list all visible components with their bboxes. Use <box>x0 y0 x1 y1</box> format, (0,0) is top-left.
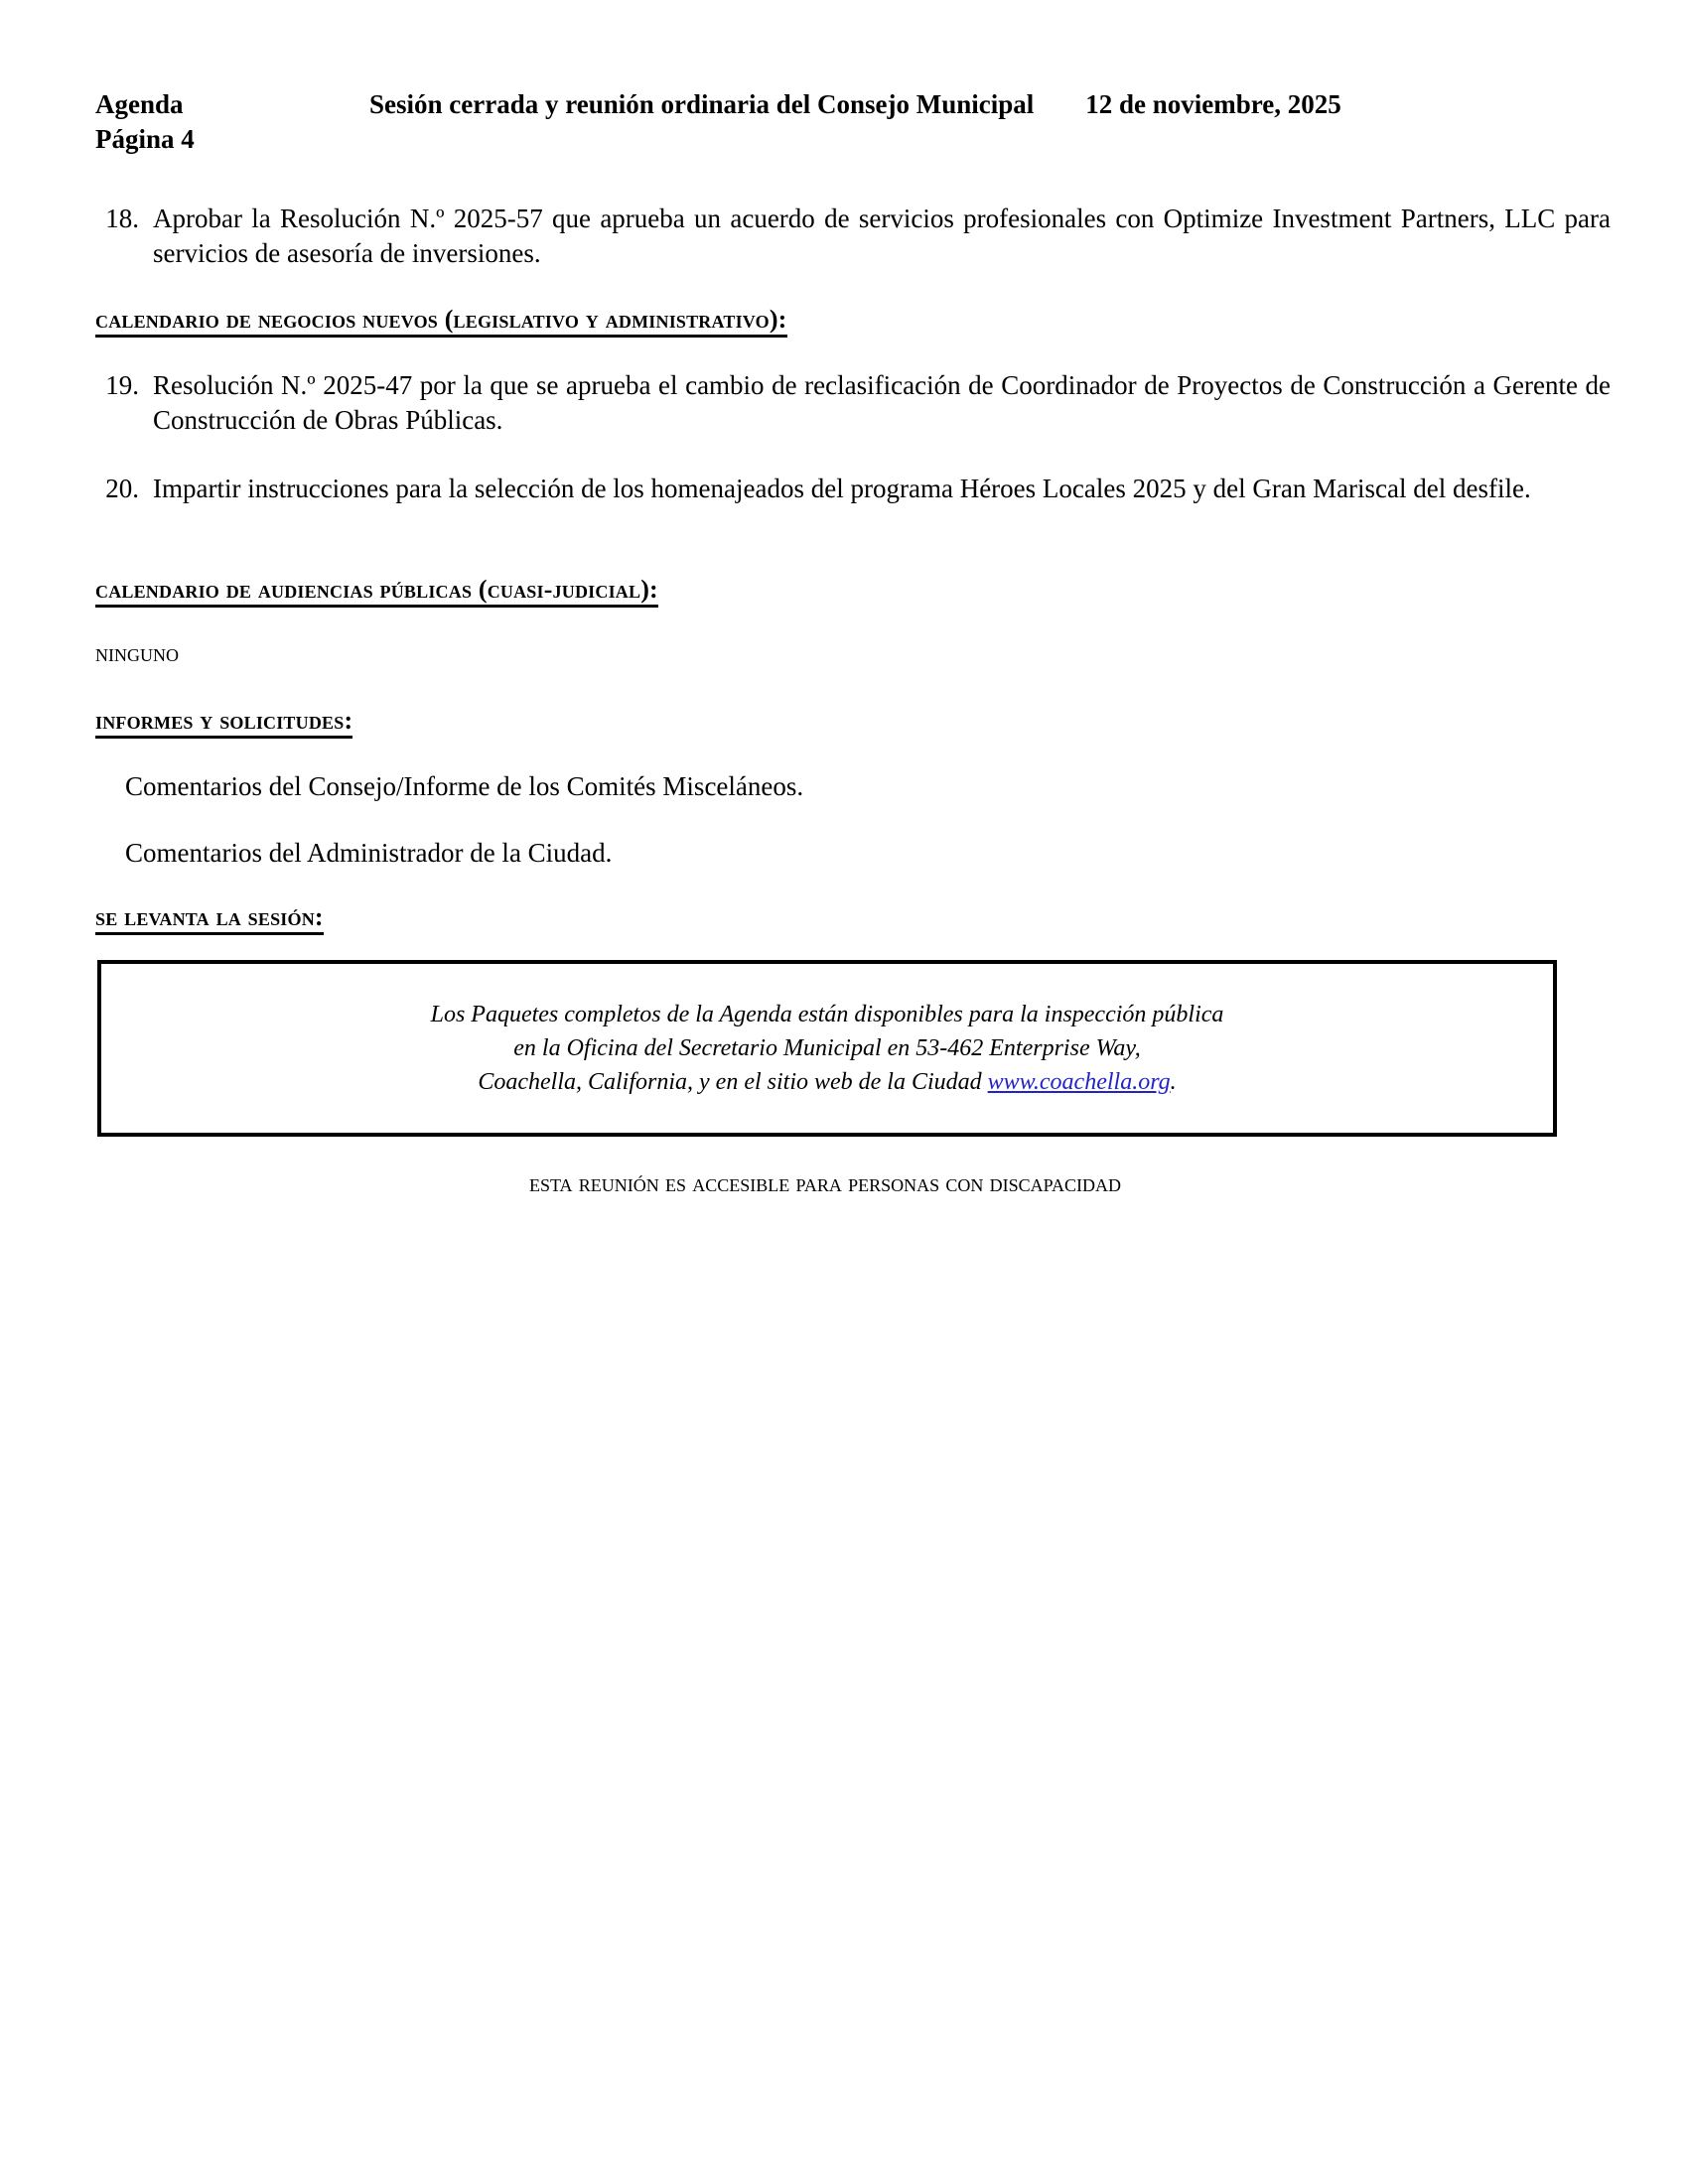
notice-line-3 <box>121 1065 1533 1099</box>
agenda-item-number: 20. <box>105 474 139 504</box>
agenda-item <box>95 472 1611 506</box>
header-line-1 <box>95 87 1611 122</box>
spacer <box>95 541 1611 575</box>
section-heading-public-hearings-text: calendario de audiencias públicas (cuasi-judicial): <box>95 575 658 608</box>
header-meeting-title: Sesión cerrada y reunión ordinaria del Consejo Municipal <box>369 89 1035 119</box>
agenda-item-text: Impartir instrucciones para la selección de los homenajeados del programa Héroes Locales 2025 y del Gran Mariscal del desfile. <box>153 474 1531 504</box>
agenda-item-number: 18. <box>105 204 139 234</box>
section-heading-adjourn-text: se levanta la sesión: <box>95 902 324 935</box>
report-line: Comentarios del Consejo/Informe de los Comités Misceláneos. <box>125 770 804 801</box>
notice-line-2: en la Oficina del Secretario Municipal en 53-462 Enterprise Way, <box>513 1034 1141 1061</box>
notice-line-3-suffix: . <box>1170 1068 1177 1095</box>
header-line-2 <box>95 122 1611 157</box>
section-heading-public-hearings <box>95 575 1611 605</box>
document-header <box>95 87 1611 156</box>
agenda-item-text: Resolución N.º 2025-47 por la que se aprueba el cambio de reclasificación de Coordinador de Proyectos de Construcción a Gerente de Construcción de Obras Públicas. <box>153 370 1611 436</box>
public-hearings-content: ninguno <box>95 637 179 667</box>
section-heading-new-business <box>95 305 1611 335</box>
accessibility-note: esta reunión es accesible para personas con discapacidad <box>528 1169 1122 1197</box>
public-inspection-notice-box <box>97 960 1557 1137</box>
header-date: 12 de noviembre, 2025 <box>1085 89 1341 119</box>
header-doc-label: Agenda <box>95 89 184 119</box>
city-website-link[interactable]: www.coachella.org <box>987 1068 1171 1095</box>
agenda-item-text: Aprobar la Resolución N.º 2025-57 que aprueba un acuerdo de servicios profesionales con Optimize Investment Partners, LLC para servicios de asesoría de inversiones. <box>153 204 1611 269</box>
section-heading-adjourn <box>95 902 1611 932</box>
header-page-label: Página 4 <box>95 123 195 154</box>
section-heading-new-business-text: calendario de negocios nuevos (legislativo y administrativo): <box>95 305 787 338</box>
agenda-item <box>95 368 1611 438</box>
agenda-item-number: 19. <box>105 370 139 401</box>
report-line: Comentarios del Administrador de la Ciudad. <box>125 837 613 868</box>
notice-line-1: Los Paquetes completos de la Agenda están disponibles para la inspección pública <box>430 1001 1224 1027</box>
section-heading-reports <box>95 706 1611 736</box>
section-heading-reports-text: informes y solicitudes: <box>95 706 352 739</box>
agenda-item <box>95 202 1611 271</box>
notice-line-3-prefix: Coachella, California, y en el sitio web de la Ciudad <box>478 1068 988 1095</box>
